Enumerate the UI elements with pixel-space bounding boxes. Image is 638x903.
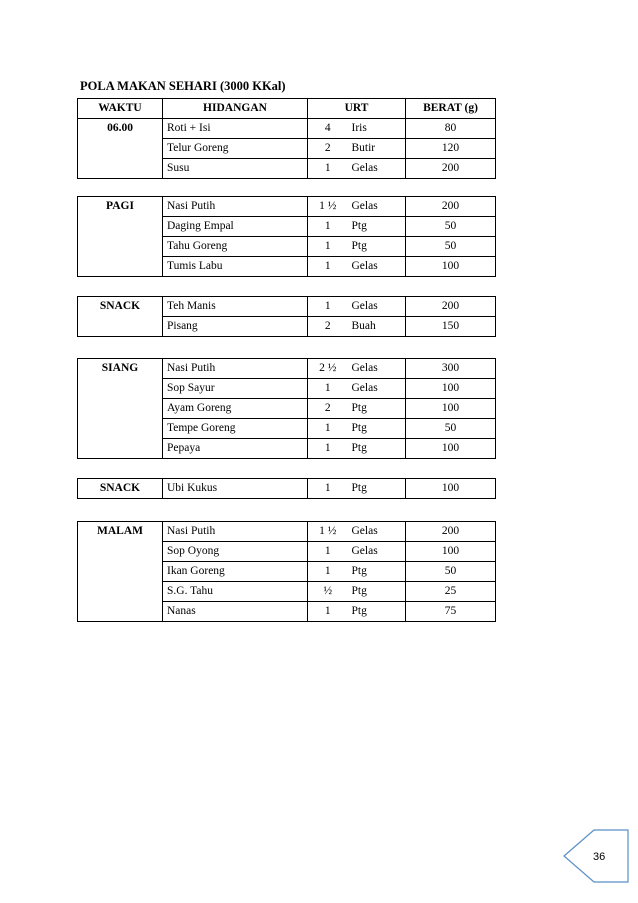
berat-cell: 50 <box>406 419 496 439</box>
waktu-cell: MALAM <box>78 522 163 542</box>
urt-unit-cell: Ptg <box>348 217 406 237</box>
hidangan-cell: Pisang <box>163 317 308 337</box>
waktu-cell <box>78 139 163 159</box>
urt-quantity-cell: 2 <box>308 139 348 159</box>
waktu-cell: SNACK <box>78 297 163 317</box>
waktu-cell <box>78 542 163 562</box>
urt-unit-cell: Ptg <box>348 562 406 582</box>
table-row <box>78 439 496 459</box>
urt-unit-cell: Gelas <box>348 379 406 399</box>
urt-quantity-cell: 1 ½ <box>308 197 348 217</box>
waktu-cell <box>78 602 163 622</box>
hidangan-cell: Telur Goreng <box>163 139 308 159</box>
urt-unit-cell: Ptg <box>348 479 406 499</box>
berat-cell: 100 <box>406 479 496 499</box>
urt-unit-cell: Gelas <box>348 359 406 379</box>
waktu-cell: 06.00 <box>78 119 163 139</box>
table-row <box>78 317 496 337</box>
berat-cell: 100 <box>406 542 496 562</box>
hidangan-cell: S.G. Tahu <box>163 582 308 602</box>
table-row <box>78 479 496 499</box>
hidangan-cell: Nanas <box>163 602 308 622</box>
berat-cell: 80 <box>406 119 496 139</box>
urt-unit-cell: Iris <box>348 119 406 139</box>
page-number: 36 <box>593 851 606 863</box>
berat-cell: 200 <box>406 522 496 542</box>
waktu-cell <box>78 159 163 179</box>
urt-quantity-cell: 4 <box>308 119 348 139</box>
urt-unit-cell: Gelas <box>348 542 406 562</box>
berat-cell: 120 <box>406 139 496 159</box>
document-title: POLA MAKAN SEHARI (3000 KKal) <box>80 79 286 93</box>
urt-quantity-cell: 1 <box>308 237 348 257</box>
hidangan-cell: Sop Sayur <box>163 379 308 399</box>
urt-quantity-cell: ½ <box>308 582 348 602</box>
urt-unit-cell: Gelas <box>348 159 406 179</box>
hidangan-cell: Daging Empal <box>163 217 308 237</box>
urt-quantity-cell: 1 <box>308 419 348 439</box>
header-waktu: WAKTU <box>78 99 163 119</box>
berat-cell: 100 <box>406 379 496 399</box>
urt-unit-cell: Ptg <box>348 602 406 622</box>
berat-cell: 200 <box>406 197 496 217</box>
meal-table <box>77 98 496 179</box>
waktu-cell <box>78 582 163 602</box>
hidangan-cell: Roti + Isi <box>163 119 308 139</box>
waktu-cell <box>78 379 163 399</box>
berat-cell: 75 <box>406 602 496 622</box>
urt-unit-cell: Ptg <box>348 399 406 419</box>
waktu-cell <box>78 217 163 237</box>
table-row <box>78 419 496 439</box>
header-berat: BERAT (g) <box>406 99 496 119</box>
table-row <box>78 139 496 159</box>
urt-unit-cell: Gelas <box>348 197 406 217</box>
meal-table <box>77 296 496 337</box>
hidangan-cell: Ikan Goreng <box>163 562 308 582</box>
waktu-cell <box>78 562 163 582</box>
urt-unit-cell: Butir <box>348 139 406 159</box>
table-row <box>78 522 496 542</box>
meal-table <box>77 196 496 277</box>
urt-quantity-cell: 2 <box>308 399 348 419</box>
table-row <box>78 359 496 379</box>
urt-unit-cell: Buah <box>348 317 406 337</box>
urt-quantity-cell: 2 ½ <box>308 359 348 379</box>
waktu-cell <box>78 399 163 419</box>
hidangan-cell: Nasi Putih <box>163 359 308 379</box>
urt-quantity-cell: 1 <box>308 542 348 562</box>
header-urt: URT <box>308 99 406 119</box>
urt-unit-cell: Gelas <box>348 522 406 542</box>
berat-cell: 200 <box>406 159 496 179</box>
header-hidangan: HIDANGAN <box>163 99 308 119</box>
hidangan-cell: Tumis Labu <box>163 257 308 277</box>
berat-cell: 50 <box>406 562 496 582</box>
table-row <box>78 217 496 237</box>
hidangan-cell: Ubi Kukus <box>163 479 308 499</box>
urt-unit-cell: Ptg <box>348 237 406 257</box>
hidangan-cell: Sop Oyong <box>163 542 308 562</box>
waktu-cell <box>78 419 163 439</box>
urt-unit-cell: Gelas <box>348 257 406 277</box>
table-row <box>78 582 496 602</box>
waktu-cell <box>78 257 163 277</box>
waktu-cell <box>78 317 163 337</box>
meal-table <box>77 478 496 499</box>
hidangan-cell: Teh Manis <box>163 297 308 317</box>
table-row <box>78 379 496 399</box>
meal-table <box>77 521 496 622</box>
urt-quantity-cell: 1 <box>308 479 348 499</box>
table-row <box>78 542 496 562</box>
berat-cell: 100 <box>406 257 496 277</box>
waktu-cell: PAGI <box>78 197 163 217</box>
urt-unit-cell: Ptg <box>348 582 406 602</box>
hidangan-cell: Ayam Goreng <box>163 399 308 419</box>
waktu-cell <box>78 439 163 459</box>
table-row <box>78 297 496 317</box>
urt-quantity-cell: 1 <box>308 602 348 622</box>
urt-quantity-cell: 1 <box>308 297 348 317</box>
hidangan-cell: Susu <box>163 159 308 179</box>
waktu-cell: SIANG <box>78 359 163 379</box>
urt-quantity-cell: 1 ½ <box>308 522 348 542</box>
table-row <box>78 562 496 582</box>
table-row <box>78 119 496 139</box>
table-row <box>78 197 496 217</box>
urt-unit-cell: Ptg <box>348 439 406 459</box>
urt-quantity-cell: 2 <box>308 317 348 337</box>
berat-cell: 100 <box>406 399 496 419</box>
waktu-cell: SNACK <box>78 479 163 499</box>
berat-cell: 100 <box>406 439 496 459</box>
table-row <box>78 399 496 419</box>
table-row <box>78 602 496 622</box>
urt-unit-cell: Ptg <box>348 419 406 439</box>
urt-quantity-cell: 1 <box>308 379 348 399</box>
urt-quantity-cell: 1 <box>308 217 348 237</box>
table-row <box>78 237 496 257</box>
berat-cell: 25 <box>406 582 496 602</box>
urt-quantity-cell: 1 <box>308 439 348 459</box>
urt-quantity-cell: 1 <box>308 257 348 277</box>
table-row <box>78 159 496 179</box>
waktu-cell <box>78 237 163 257</box>
meal-table <box>77 358 496 459</box>
berat-cell: 50 <box>406 217 496 237</box>
berat-cell: 200 <box>406 297 496 317</box>
page-number-tab <box>560 826 630 886</box>
urt-unit-cell: Gelas <box>348 297 406 317</box>
urt-quantity-cell: 1 <box>308 159 348 179</box>
hidangan-cell: Tempe Goreng <box>163 419 308 439</box>
berat-cell: 300 <box>406 359 496 379</box>
berat-cell: 50 <box>406 237 496 257</box>
hidangan-cell: Nasi Putih <box>163 522 308 542</box>
hidangan-cell: Pepaya <box>163 439 308 459</box>
hidangan-cell: Tahu Goreng <box>163 237 308 257</box>
header-row <box>78 99 496 119</box>
hidangan-cell: Nasi Putih <box>163 197 308 217</box>
table-row <box>78 257 496 277</box>
berat-cell: 150 <box>406 317 496 337</box>
urt-quantity-cell: 1 <box>308 562 348 582</box>
